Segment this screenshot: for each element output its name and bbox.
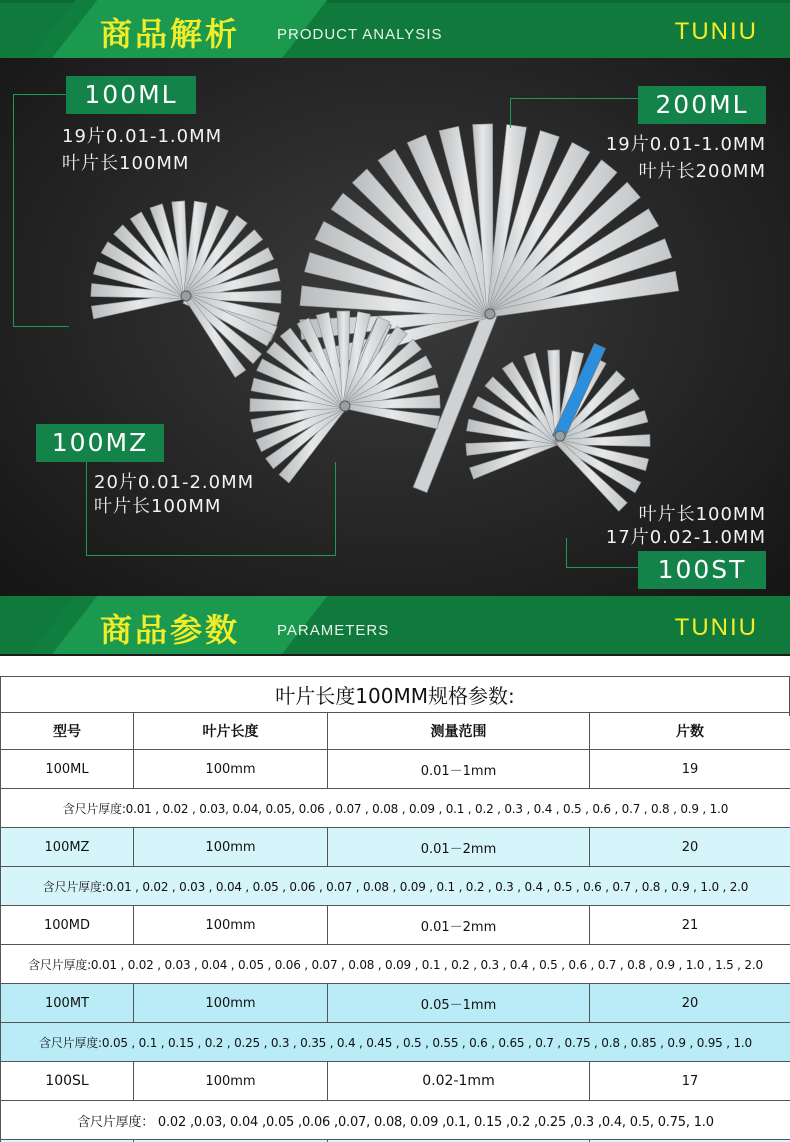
- cell-model: 100MZ: [1, 828, 134, 867]
- spec-200ml-length: 叶片长200MM: [638, 161, 766, 182]
- banner-title-en: PARAMETERS: [277, 622, 390, 639]
- cell-thickness-list: 含尺片厚度:0.01 , 0.02 , 0.03 , 0.04 , 0.05 , 0.06 , 0.07 , 0.08 , 0.09 , 0.1 , 0.2 , 0.3 , 0.4 , 0.5 , 0.6 , 0.7 , 0.8 , 0.9 , 1.0 , 2.0: [1, 867, 790, 906]
- table-row: [1, 828, 790, 867]
- header-count: 片数: [590, 713, 790, 750]
- cell-count: 20: [590, 984, 790, 1023]
- pivot-100st: [555, 431, 565, 441]
- table-detail-row: [1, 867, 790, 906]
- spec-100st-length: 叶片长100MM: [638, 504, 766, 525]
- table-row: [1, 984, 790, 1023]
- cell-length: 100mm: [134, 828, 328, 867]
- table-header-row: [1, 713, 790, 750]
- pivot-100ml: [181, 291, 191, 301]
- cell-range: 0.05－1mm: [328, 984, 590, 1023]
- parameters-banner: [0, 596, 790, 654]
- table-row: [1, 750, 790, 789]
- brand-logo: TUNIU: [674, 614, 758, 641]
- cell-count: 19: [590, 750, 790, 789]
- cell-thickness-list: 含尺片厚度:0.05 , 0.1 , 0.15 , 0.2 , 0.25 , 0.3 , 0.35 , 0.4 , 0.45 , 0.5 , 0.55 , 0.6 , 0.65 , 0.7 , 0.75 , 0.8 , 0.85 , 0.9 , 0.95 , 1.0: [1, 1023, 790, 1062]
- spec-100ml-length: 叶片长100MM: [62, 153, 190, 174]
- pivot-200ml: [485, 309, 495, 319]
- cell-count: 17: [590, 1062, 790, 1101]
- cell-length: 100mm: [134, 906, 328, 945]
- cell-thickness-list: 含尺片厚度:0.01 , 0.02 , 0.03 , 0.04 , 0.05 , 0.06 , 0.07 , 0.08 , 0.09 , 0.1 , 0.2 , 0.3 , 0.4 , 0.5 , 0.6 , 0.7 , 0.8 , 0.9 , 1.0 , 1.5 , 2.0: [1, 945, 790, 984]
- product-photo: [0, 58, 790, 596]
- leader-line-200ml: [510, 98, 638, 128]
- cell-count: 21: [590, 906, 790, 945]
- cell-length: 100mm: [134, 750, 328, 789]
- spec-100st-count: 17片0.02-1.0MM: [605, 527, 766, 548]
- spec-100mz-count: 20片0.01-2.0MM: [94, 472, 255, 493]
- cell-model: 100MD: [1, 906, 134, 945]
- pivot-100mz: [340, 401, 350, 411]
- spec-100ml-count: 19片0.01-1.0MM: [62, 126, 223, 147]
- banner-title-en: PRODUCT ANALYSIS: [277, 26, 443, 43]
- cell-range: 0.02-1mm: [328, 1062, 590, 1101]
- table-detail-row: [1, 945, 790, 984]
- cell-thickness-list: 含尺片厚度： 0.02 ,0.03, 0.04 ,0.05 ,0.06 ,0.07, 0.08, 0.09 ,0.1, 0.15 ,0.2 ,0.25 ,0.3 ,0.4, 0.5, 0.75, 1.0: [1, 1101, 790, 1140]
- parameter-table: [0, 712, 790, 1142]
- cell-range: 0.01－1mm: [328, 750, 590, 789]
- cell-model: 100MT: [1, 984, 134, 1023]
- cell-length: 100mm: [134, 984, 328, 1023]
- model-tag-100ml: 100ML: [66, 76, 196, 114]
- cell-thickness-list: 含尺片厚度:0.01 , 0.02 , 0.03, 0.04, 0.05, 0.06 , 0.07 , 0.08 , 0.09 , 0.1 , 0.2 , 0.3 , 0.4 , 0.5 , 0.6 , 0.7 , 0.8 , 0.9 , 1.0: [1, 789, 790, 828]
- table-title: 叶片长度100MM规格参数:: [0, 676, 790, 716]
- model-tag-200ml: 200ML: [638, 86, 766, 124]
- banner-title-zh: 商品参数: [100, 611, 241, 649]
- product-analysis-banner: [0, 0, 790, 58]
- table-row: [1, 1062, 790, 1101]
- cell-range: 0.01－2mm: [328, 828, 590, 867]
- cell-range: 0.01－2mm: [328, 906, 590, 945]
- model-tag-100st: 100ST: [638, 551, 766, 589]
- cell-model: 100SL: [1, 1062, 134, 1101]
- table-row: [1, 906, 790, 945]
- spec-200ml-count: 19片0.01-1.0MM: [605, 134, 766, 155]
- leader-line-100ml: [13, 94, 69, 327]
- spec-100mz-length: 叶片长100MM: [94, 496, 222, 517]
- parameter-table-section: [0, 654, 790, 1142]
- cell-model: 100ML: [1, 750, 134, 789]
- table-detail-row: [1, 1101, 790, 1140]
- header-model: 型号: [1, 713, 134, 750]
- brand-logo: TUNIU: [674, 18, 758, 45]
- table-detail-row: [1, 789, 790, 828]
- banner-title-zh: 商品解析: [100, 15, 241, 53]
- cell-length: 100mm: [134, 1062, 328, 1101]
- cell-count: 20: [590, 828, 790, 867]
- table-detail-row: [1, 1023, 790, 1062]
- header-range: 测量范围: [328, 713, 590, 750]
- model-tag-100mz: 100MZ: [36, 424, 164, 462]
- header-length: 叶片长度: [134, 713, 328, 750]
